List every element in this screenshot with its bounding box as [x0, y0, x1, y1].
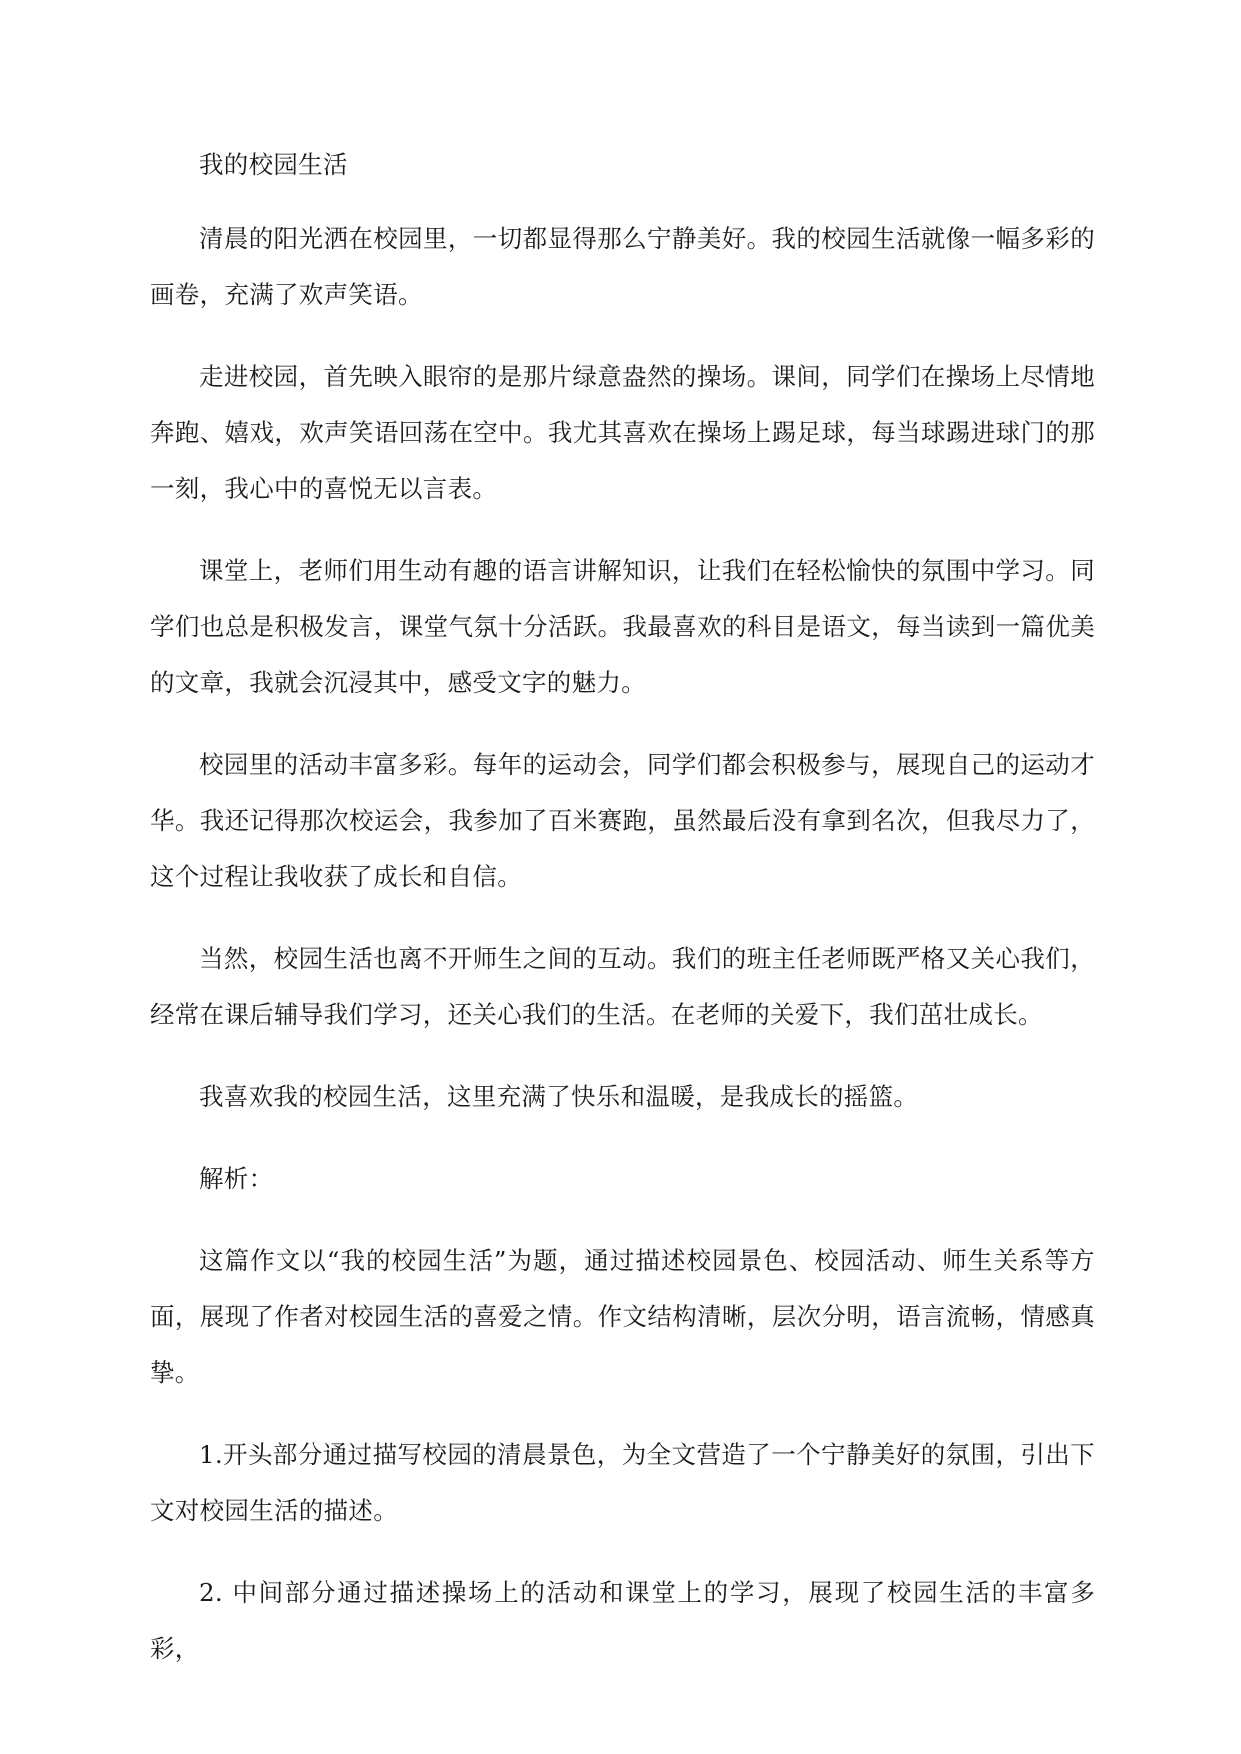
document-page	[150, 145, 1095, 1703]
analysis-point-2: 2. 中间部分通过描述操场上的活动和课堂上的学习，展现了校园生活的丰富多彩，	[150, 1578, 1095, 1663]
document-title: 我的校园生活	[199, 150, 348, 179]
paragraph-classroom: 课堂上，老师们用生动有趣的语言讲解知识，让我们在轻松愉快的氛围中学习。同学们也总是积极发言，课堂气氛十分活跃。我最喜欢的科目是语文，每当读到一篇优美的文章，我就会沉浸其中，感受文字的魅力。	[150, 556, 1095, 697]
paragraph-teachers: 当然，校园生活也离不开师生之间的互动。我们的班主任老师既严格又关心我们，经常在课后辅导我们学习，还关心我们的生活。在老师的关爱下，我们茁壮成长。	[150, 944, 1095, 1029]
analysis-summary: 这篇作文以“我的校园生活”为题，通过描述校园景色、校园活动、师生关系等方面，展现了作者对校园生活的喜爱之情。作文结构清晰，层次分明，语言流畅，情感真挚。	[150, 1246, 1095, 1387]
paragraph-intro: 清晨的阳光洒在校园里，一切都显得那么宁静美好。我的校园生活就像一幅多彩的画卷，充满了欢声笑语。	[150, 224, 1095, 309]
analysis-point-1: 1.开头部分通过描写校园的清晨景色，为全文营造了一个宁静美好的氛围，引出下文对校园生活的描述。	[150, 1440, 1095, 1525]
paragraph-conclusion: 我喜欢我的校园生活，这里充满了快乐和温暖，是我成长的摇篮。	[199, 1082, 919, 1111]
paragraph-activities: 校园里的活动丰富多彩。每年的运动会，同学们都会积极参与，展现自己的运动才华。我还记得那次校运会，我参加了百米赛跑，虽然最后没有拿到名次，但我尽力了，这个过程让我收获了成长和自信。	[150, 750, 1095, 891]
analysis-heading: 解析：	[199, 1164, 274, 1193]
paragraph-playground: 走进校园，首先映入眼帘的是那片绿意盎然的操场。课间，同学们在操场上尽情地奔跑、嬉戏，欢声笑语回荡在空中。我尤其喜欢在操场上踢足球，每当球踢进球门的那一刻，我心中的喜悦无以言表。	[150, 362, 1095, 503]
